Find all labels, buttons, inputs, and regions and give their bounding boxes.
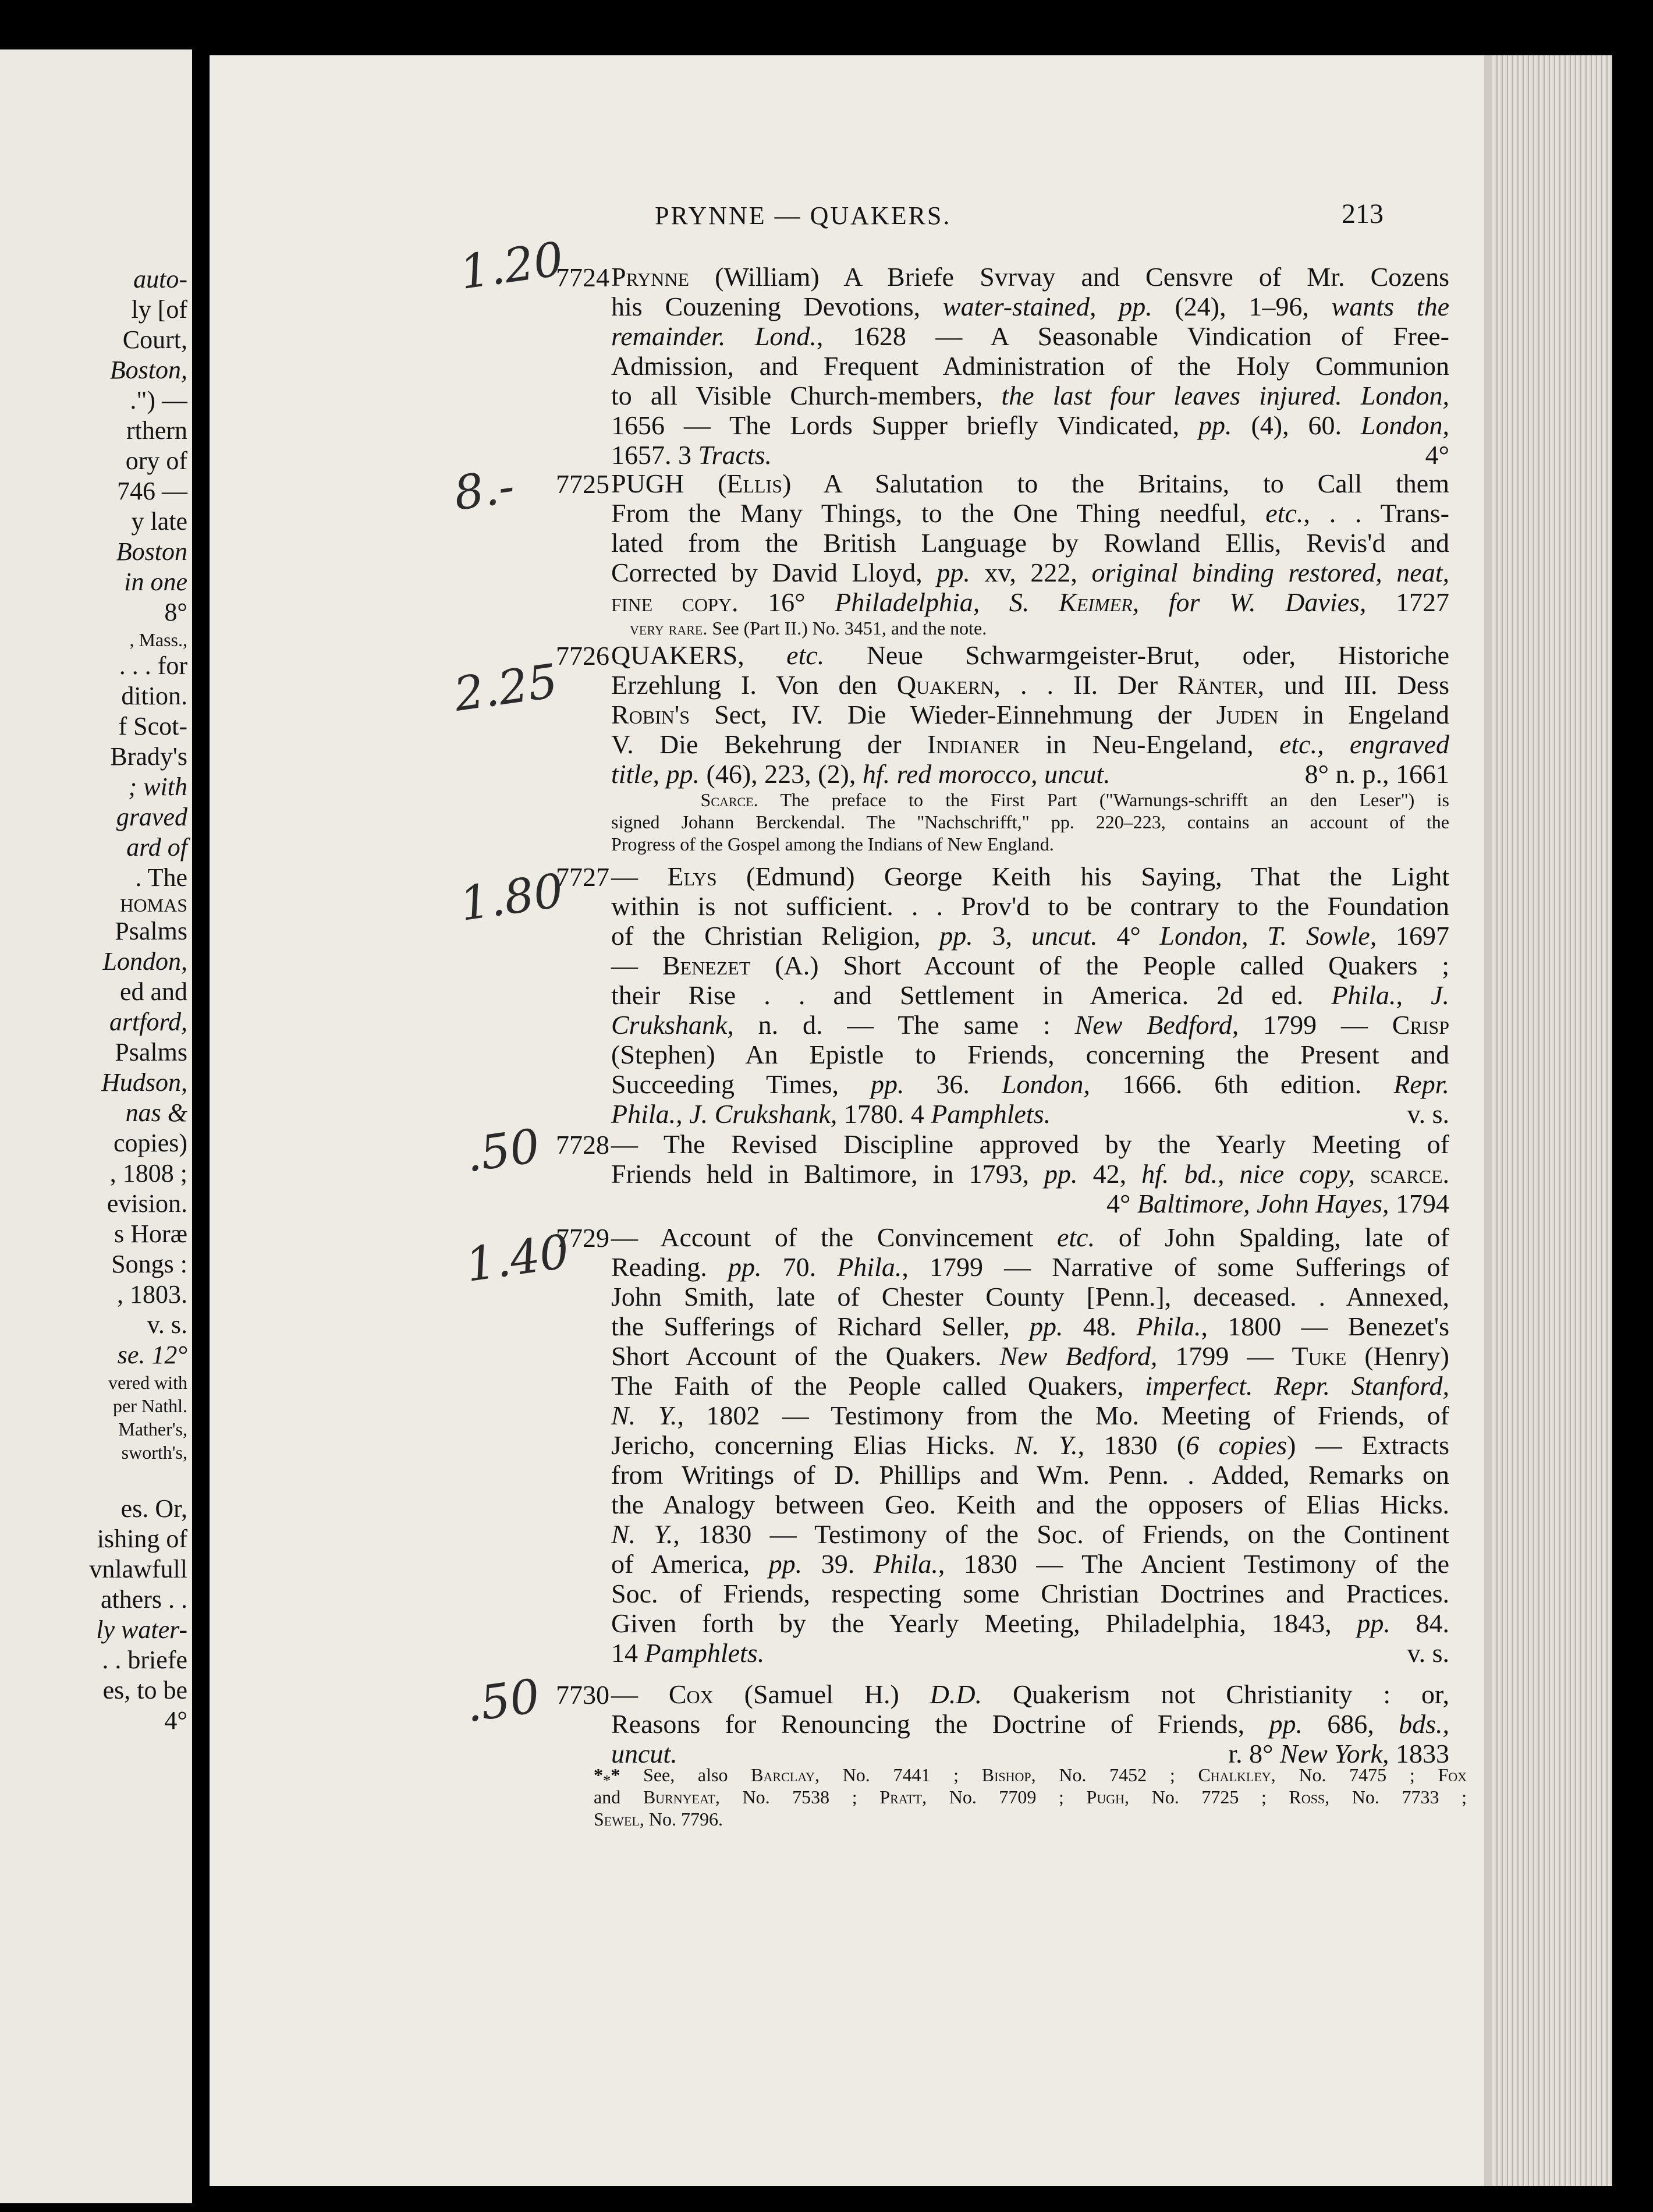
page-edges [1484,55,1612,2186]
entry-number: 7729 [556,1223,609,1253]
entry-line: Robin's Sect, IV. Die Wieder-Einnehmung der Juden in Engeland [611,700,1450,729]
left-page-line: HOMAS [120,895,187,916]
left-page-line: sworth's, [121,1442,187,1463]
left-page-line: ard of [126,833,187,862]
left-page-line: nas & [125,1098,187,1127]
entry-line: N. Y., 1830 — Testimony of the Soc. of Friends, on the Continent [611,1519,1450,1549]
left-page-line: in one [124,568,187,596]
entry-number: 7725 [556,469,609,499]
left-page-line: Mather's, [118,1419,187,1440]
entry-line: Jericho, concerning Elias Hicks. N. Y., 1830 (6 copies) — Extracts [611,1430,1450,1460]
pencil-price: .50 [462,1118,544,1183]
pencil-price: 1.80 [456,863,567,931]
entry-line: signed Johann Berckendal. The "Nachschrifft," pp. 220–223, contains an account of the [611,811,1449,832]
left-page-line: y late [131,507,187,536]
entry-line: Progress of the Gospel among the Indians of New England. [611,834,1054,855]
left-page-line: se. 12° [117,1341,187,1369]
left-page-line: vnlawfull [89,1555,187,1583]
entry-line: From the Many Things, to the One Thing needful, etc., . . Trans- [611,498,1450,528]
entry-line: Erzehlung I. Von den Quakern, . . II. Der Ränter, und III. Dess [611,670,1450,700]
left-page-line: v. s. [147,1310,187,1339]
entry-line: Reading. pp. 70. Phila., 1799 — Narrative of some Sufferings of [611,1252,1450,1282]
entry-line: Prynne (William) A Briefe Svrvay and Censvre of Mr. Cozens [611,262,1449,292]
left-page-line: .") — [130,386,187,414]
entry-line: lated from the British Language by Rowland Ellis, Revis'd and [611,528,1449,558]
left-page-line: rthern [126,416,187,445]
entry-line: N. Y., 1802 — Testimony from the Mo. Meeting of Friends, of [611,1401,1449,1430]
left-page-line: Psalms [115,1038,187,1066]
entry-line: (Stephen) An Epistle to Friends, concerning the Present and [611,1040,1449,1069]
entry-line: Admission, and Frequent Administration of the Holy Communion [611,351,1449,381]
entry-line: from Writings of D. Phillips and Wm. Penn. . Added, Remarks on [611,1460,1449,1490]
left-page-line: , 1808 ; [109,1159,187,1187]
left-page-line: ishing of [97,1525,187,1553]
left-page-line: artford, [109,1008,187,1036]
entry-line: very rare. See (Part II.) No. 3451, and the note. [630,618,987,639]
right-page [210,55,1612,2186]
entry-line: to all Visible Church-members, the last four leaves injured. London, [611,381,1449,410]
entry-line: Reasons for Renouncing the Doctrine of Friends, pp. 686, bds., [611,1709,1450,1739]
left-page-line: Boston, [109,356,187,384]
left-page-line: Boston [116,537,187,566]
entry-line: QUAKERS, etc. Neue Schwarmgeister-Brut, oder, Historiche [611,640,1449,670]
entry-line: Short Account of the Quakers. New Bedford, 1799 — Tuke (Henry) [611,1341,1449,1371]
left-page-line: , 1803. [117,1280,187,1309]
entry-number: 7727 [556,862,609,892]
entry-line: — Account of the Convincement etc. of John Spalding, late of [611,1222,1449,1252]
entry-line: the Sufferings of Richard Seller, pp. 48. Phila., 1800 — Benezet's [611,1311,1449,1341]
entry-line: — The Revised Discipline approved by the Yearly Meeting of [611,1129,1449,1159]
entry-line: uncut. r. 8° New York, 1833 [611,1739,1449,1768]
page-number: 213 [1342,198,1384,229]
left-page-fragment [0,49,192,2203]
left-page-line: 746 — [117,477,187,505]
entry-line: Crukshank, n. d. — The same : New Bedford, 1799 — Crisp [611,1010,1450,1040]
left-page-line: Court, [122,325,187,354]
entry-line: Friends held in Baltimore, in 1793, pp. 42, hf. bd., nice copy, scarce. [611,1159,1450,1189]
entry-number: 7726 [556,641,609,671]
entry-line: title, pp. (46), 223, (2), hf. red morocco, uncut. 8° n. p., 1661 [611,759,1449,789]
left-page-line: dition. [121,682,187,710]
footnote-line: $*_**$ See, also Barclay, No. 7441 ; Bishop, No. 7452 ; Chalkley, No. 7475 ; Fox [594,1764,1467,1789]
pencil-price: 1.20 [456,232,567,300]
entry-line: — Benezet (A.) Short Account of the People called Quakers ; [611,951,1449,980]
pencil-price: 1.40 [462,1224,573,1292]
entry-line: remainder. Lond., 1628 — A Seasonable Vindication of Free- [611,321,1449,351]
left-page-line: vered with [108,1372,187,1393]
entry-line: PUGH (Ellis) A Salutation to the Britains, to Call them [611,469,1450,498]
entry-line: — Elys (Edmund) George Keith his Saying, That the Light [611,862,1449,891]
entry-line: his Couzening Devotions, water-stained, pp. (24), 1–96, wants the [611,292,1450,321]
running-title: PRYNNE — QUAKERS. [655,201,952,230]
entry-line: their Rise . . and Settlement in America. 2d ed. Phila., J. [611,980,1449,1010]
left-page-line: . . . for [119,651,187,680]
entry-line: of America, pp. 39. Phila., 1830 — The Ancient Testimony of the [611,1549,1450,1579]
left-page-line: athers . . [100,1585,187,1614]
left-page-line: . The [135,863,187,892]
entry-line: 14 Pamphlets. v. s. [611,1638,1449,1668]
left-page-line: Songs : [111,1250,187,1278]
left-page-line: 4° [164,1706,187,1735]
entry-number: 7730 [556,1680,609,1710]
entry-line: the Analogy between Geo. Keith and the opposers of Elias Hicks. [611,1490,1449,1519]
entry-line: Given forth by the Yearly Meeting, Philadelphia, 1843, pp. 84. [611,1608,1450,1638]
left-page-line: Hudson, [101,1068,187,1097]
left-page-line: ory of [125,446,187,475]
left-page-line: evision. [107,1189,187,1218]
left-page-line: , Mass., [129,629,187,650]
left-page-line: 8° [164,598,187,626]
entry-line: Phila., J. Crukshank, 1780. 4 Pamphlets. v. s. [611,1099,1449,1129]
left-page-line: f Scot- [118,712,187,740]
left-page-line: ly [of [131,295,187,324]
left-page-line: London, [102,947,187,976]
pencil-price: .50 [462,1668,544,1733]
entry-line: — Cox (Samuel H.) D.D. Quakerism not Christianity : or, [611,1679,1449,1709]
entry-line: Succeeding Times, pp. 36. London, 1666. 6th edition. Repr. [611,1069,1450,1099]
entry-line: of the Christian Religion, pp. 3, uncut. 4° London, T. Sowle, 1697 [611,921,1450,951]
left-page-line: ; with [128,772,187,801]
left-page-line: Psalms [115,917,187,945]
footnote-line: Sewel, No. 7796. [594,1809,723,1830]
entry-line: 1657. 3 Tracts. 4° [611,440,1449,470]
entry-number: 7724 [556,263,609,292]
left-page-line: ed and [119,977,187,1006]
entry-line: 4° Baltimore, John Hayes, 1794 [1106,1189,1449,1218]
entry-line: 1656 — The Lords Supper briefly Vindicated, pp. (4), 60. London, [611,410,1449,440]
entry-line: John Smith, late of Chester County [Penn.], deceased. . Annexed, [611,1282,1449,1311]
entry-number: 7728 [556,1130,609,1160]
entry-line: Soc. of Friends, respecting some Christian Doctrines and Practices. [611,1579,1449,1608]
pencil-price: 2.25 [451,654,561,722]
left-page-line: es, to be [102,1676,187,1704]
left-page-line: copies) [113,1129,187,1157]
left-page-line: auto- [133,265,187,293]
left-page-line: s Horæ [114,1220,187,1248]
entry-line: Corrected by David Lloyd, pp. xv, 222, original binding restored, neat, [611,558,1449,587]
entry-line: fine copy. 16° Philadelphia, S. Keimer, for W. Davies, 1727 [611,587,1450,617]
entry-line: The Faith of the People called Quakers, imperfect. Repr. Stanford, [611,1371,1449,1401]
entry-line: V. Die Bekehrung der Indianer in Neu-Engeland, etc., engraved [611,729,1449,759]
entry-line: within is not sufficient. . . Prov'd to be contrary to the Foundation [611,891,1449,921]
left-page-line: es. Or, [120,1494,187,1523]
left-page-line: . . briefe [102,1646,187,1674]
pencil-price: 8.- [451,459,518,521]
entry-line: Scarce. The preface to the First Part ("Warnungs-schrifft an den Leser") is [700,789,1450,810]
footnote-line: and Burnyeat, No. 7538 ; Pratt, No. 7709 ; Pugh, No. 7725 ; Ross, No. 7733 ; [594,1786,1467,1807]
left-page-line: per Nathl. [113,1395,187,1416]
left-page-line: ly water- [96,1615,187,1644]
left-page-line: graved [116,803,187,831]
left-page-line: Brady's [110,742,187,771]
